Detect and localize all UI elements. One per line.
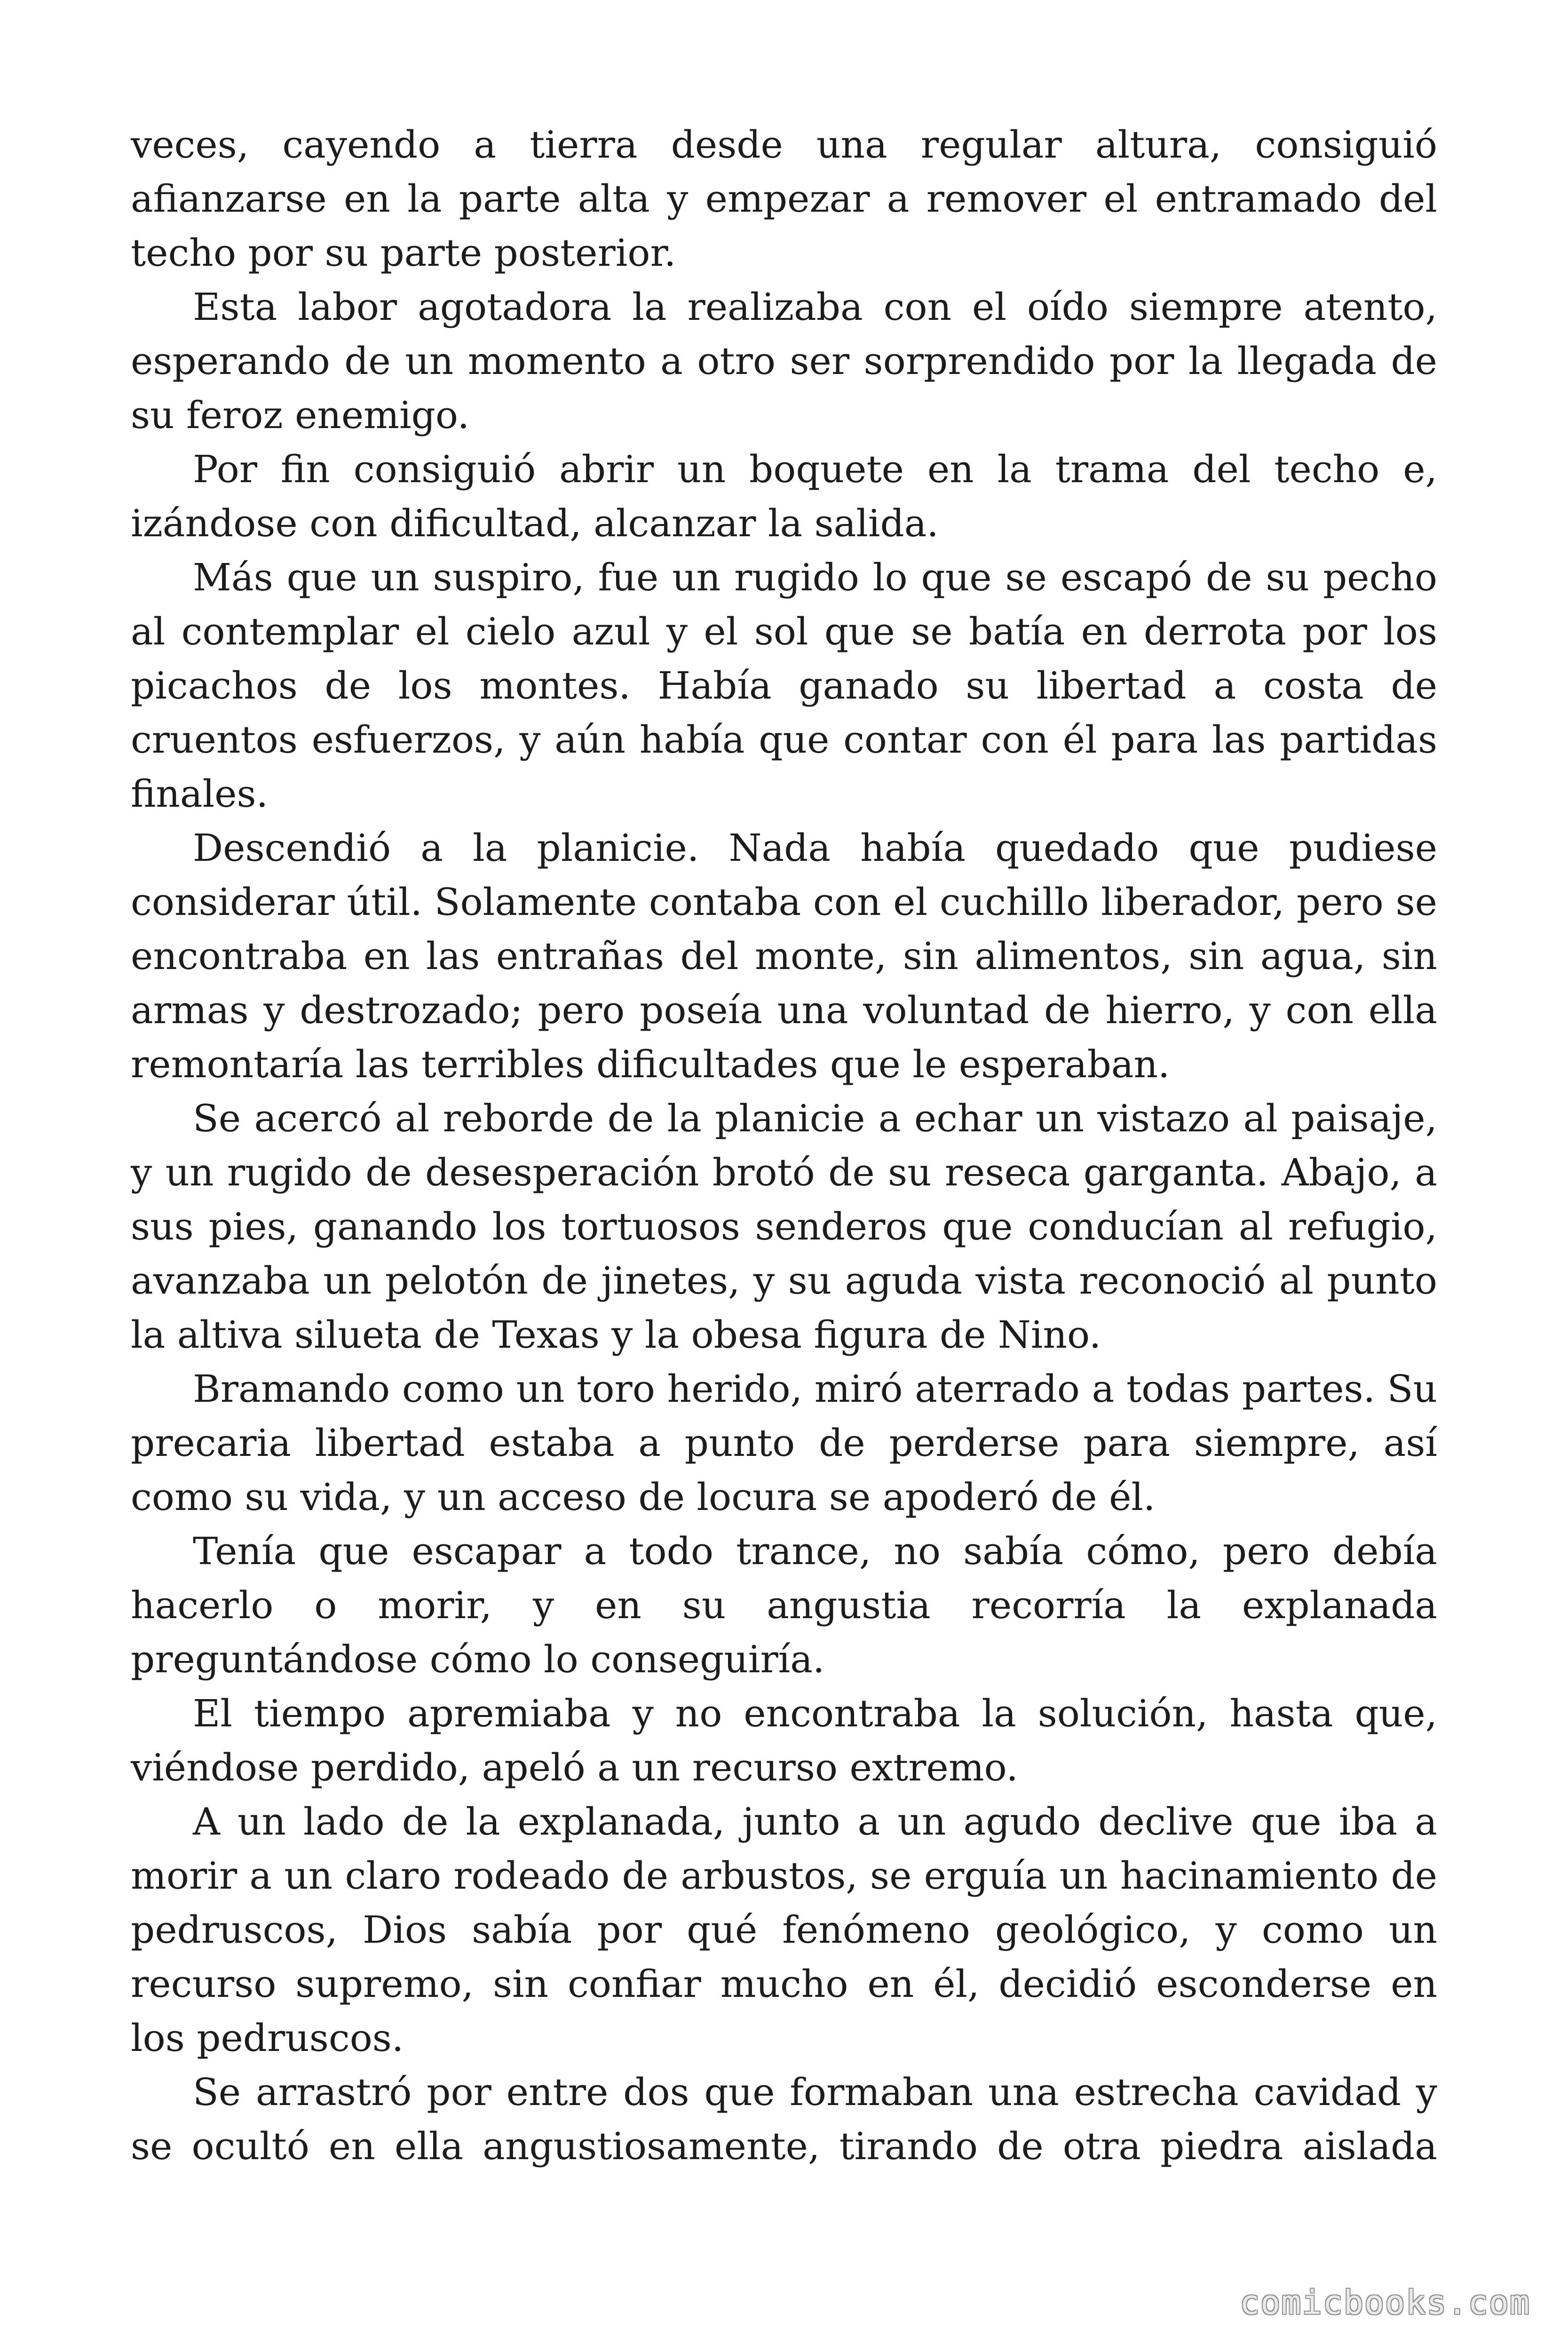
paragraph-11: Se arrastró por entre dos que formaban una estrecha cavidad y se ocultó en ella angustiosamente, tirando de otra piedra aislada <box>131 2070 1437 2168</box>
paragraph-8: Tenía que escapar a todo trance, no sabía cómo, pero debía hacerlo o morir, y en su angustia recorría la explanada preguntándose cómo lo conseguiría. <box>131 1529 1437 1681</box>
paragraph-7: Bramando como un toro herido, miró aterrado a todas partes. Su precaria libertad estaba a punto de perderse para siempre, así como su vida, y un acceso de locura se apoderó de él. <box>131 1367 1437 1519</box>
book-page-text <box>131 118 1437 2173</box>
paragraph-1: veces, cayendo a tierra desde una regular altura, consiguió afianzarse en la parte alta y empezar a remover el entramado del techo por su parte posterior. <box>131 123 1437 275</box>
paragraph-5: Descendió a la planicie. Nada había quedado que pudiese considerar útil. Solamente contaba con el cuchillo liberador, pero se encontraba en las entrañas del monte, sin alimentos, sin agua, sin armas y destrozado; pero poseía una voluntad de hierro, y con ella remontaría las terribles dificultades que le esperaban. <box>131 826 1437 1086</box>
paragraph-4: Más que un suspiro, fue un rugido lo que se escapó de su pecho al contemplar el cielo azul y el sol que se batía en derrota por los picachos de los montes. Había ganado su libertad a costa de cruentos esfuerzos, y aún había que contar con él para las partidas finales. <box>131 556 1437 816</box>
paragraph-3: Por fin consiguió abrir un boquete en la trama del techo e, izándose con dificultad, alcanzar la salida. <box>131 447 1437 545</box>
paragraph-6: Se acercó al reborde de la planicie a echar un vistazo al paisaje, y un rugido de desesperación brotó de su reseca garganta. Abajo, a sus pies, ganando los tortuosos senderos que conducían al refugio, avanzaba un pelotón de jinetes, y su aguda vista reconoció al punto la altiva silueta de Texas y la obesa figura de Nino. <box>131 1097 1437 1357</box>
paragraph-10: A un lado de la explanada, junto a un agudo declive que iba a morir a un claro rodeado de arbustos, se erguía un hacinamiento de pedruscos, Dios sabía por qué fenómeno geológico, y como un recurso supremo, sin confiar mucho en él, decidió esconderse en los pedruscos. <box>131 1800 1437 2060</box>
paragraph-2: Esta labor agotadora la realizaba con el oído siempre atento, esperando de un momento a otro ser sorprendido por la llegada de su feroz enemigo. <box>131 285 1437 437</box>
paragraph-9: El tiempo apremiaba y no encontraba la solución, hasta que, viéndose perdido, apeló a un recurso extremo. <box>131 1692 1437 1789</box>
watermark: comicbooks.com <box>1239 2283 1530 2322</box>
